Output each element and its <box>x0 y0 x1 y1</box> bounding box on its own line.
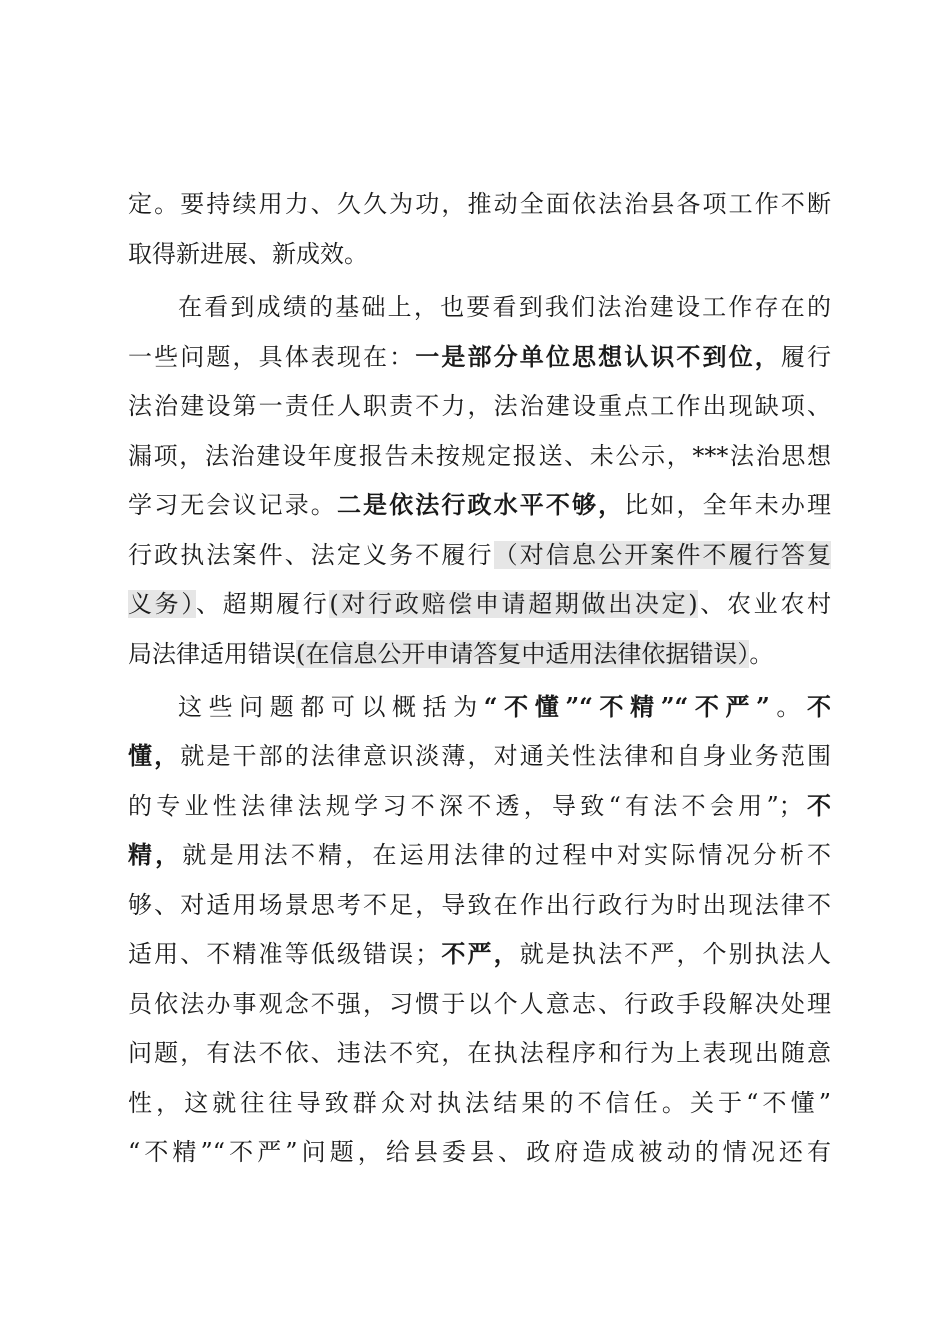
text-run: 行政执法案件、法定义务不履行 <box>128 541 494 569</box>
text-run: 、超期履行 <box>196 590 330 618</box>
text-line <box>128 835 831 875</box>
text-line <box>128 736 831 776</box>
text-line <box>128 984 831 1024</box>
highlighted-text-run: （对信息公开案件不履行答复 <box>493 541 831 569</box>
text-line <box>128 634 831 674</box>
text-line <box>128 786 831 826</box>
text-run: 定。要持续用力、久久为功，推动全面依法治县各项工作不断 <box>128 190 831 218</box>
text-run: 漏项，法治建设年度报告未按规定报送、未公示，***法治思想 <box>128 442 831 470</box>
text-line <box>128 535 831 575</box>
text-run: 够、对适用场景思考不足，导致在作出行政行为时出现法律不 <box>128 891 831 919</box>
text-run: 比如，全年未办理 <box>624 491 831 519</box>
text-run: 就是干部的法律意识淡薄，对通关性法律和自身业务范围 <box>180 742 831 770</box>
bold-text-run: 不 <box>802 791 831 820</box>
text-run: 性，这就往往导致群众对执法结果的不信任。关于“不懂” <box>128 1089 831 1117</box>
text-line <box>178 287 831 327</box>
text-line <box>128 934 831 974</box>
bold-text-run: 精， <box>128 840 183 869</box>
text-run: 取得新进展、新成效。 <box>128 240 368 268</box>
text-run: 适用、不精准等低级错误； <box>128 940 440 968</box>
text-line <box>128 337 831 377</box>
bold-text-run: 二是依法行政水平不够， <box>336 490 625 519</box>
bold-text-run: “不懂”“不精”“不严” <box>483 692 770 721</box>
text-run: 。 <box>749 640 774 668</box>
text-run: 学习无会议记录。 <box>128 491 337 519</box>
text-run: 就是执法不严，个别执法人 <box>519 940 831 968</box>
text-line <box>128 485 831 525</box>
text-line <box>128 1132 831 1172</box>
highlighted-text-run: (对行政赔偿申请超期做出决定) <box>329 590 698 618</box>
text-run: 这些问题都可以概括为 <box>178 693 484 721</box>
bold-text-run: 不 <box>807 692 831 721</box>
text-run: 。 <box>769 693 808 721</box>
text-run: 履行 <box>780 343 831 371</box>
bold-text-run: 不严， <box>439 939 520 968</box>
highlighted-text-run: (在信息公开申请答复中适用法律依据错误） <box>296 640 750 668</box>
bold-text-run: 懂， <box>128 741 181 770</box>
text-line <box>128 234 831 274</box>
text-run: 、农业农村 <box>697 590 831 618</box>
text-line <box>128 584 831 624</box>
text-run: 的专业性法律法规学习不深不透，导致“有法不会用”； <box>128 792 803 820</box>
text-run: 员依法办事观念不强，习惯于以个人意志、行政手段解决处理 <box>128 990 831 1018</box>
text-run: 问题，有法不依、违法不究，在执法程序和行为上表现出随意 <box>128 1039 831 1067</box>
text-line <box>178 687 831 727</box>
highlighted-text-run: 义务） <box>128 590 197 618</box>
text-run: 局法律适用错误 <box>128 640 296 668</box>
text-run: 在看到成绩的基础上，也要看到我们法治建设工作存在的 <box>178 293 831 321</box>
bold-text-run: 一是部分单位思想认识不到位， <box>415 342 781 371</box>
text-run: 就是用法不精，在运用法律的过程中对实际情况分析不 <box>182 841 831 869</box>
text-run: “不精”“不严”问题，给县委县、政府造成被动的情况还有 <box>128 1138 831 1166</box>
text-line <box>128 1033 831 1073</box>
text-line <box>128 436 831 476</box>
text-run: 一些问题，具体表现在： <box>128 343 416 371</box>
text-line <box>128 184 831 224</box>
text-line <box>128 885 831 925</box>
text-run: 法治建设第一责任人职责不力，法治建设重点工作出现缺项、 <box>128 392 831 420</box>
text-line <box>128 1083 831 1123</box>
text-line <box>128 386 831 426</box>
